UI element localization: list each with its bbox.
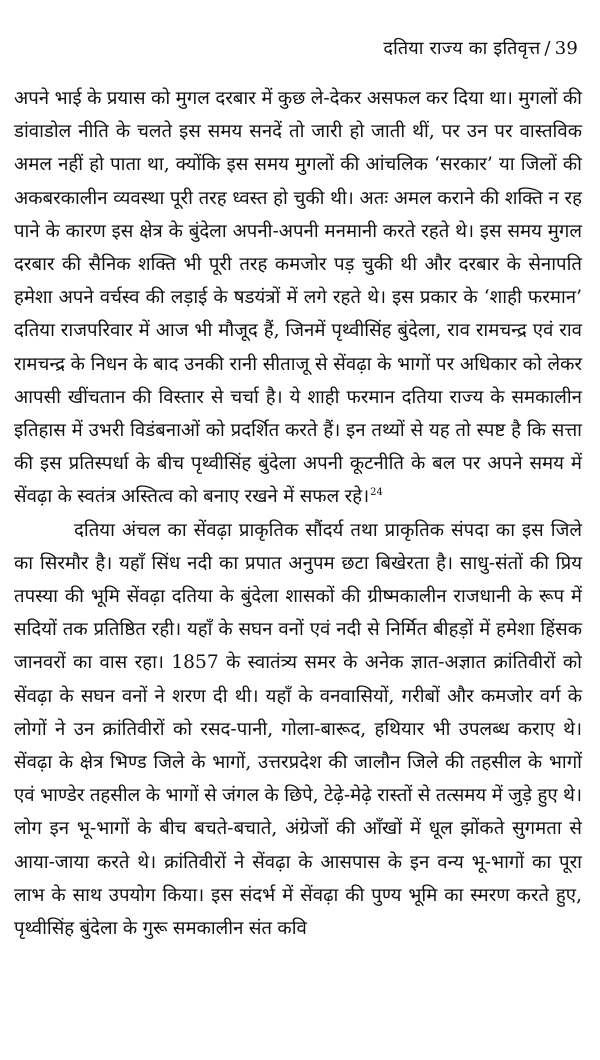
- running-head-title: दतिया राज्य का इतिवृत्त: [383, 38, 541, 59]
- paragraph-1-text: अपने भाई के प्रयास को मुगल दरबार में कुछ ले-देकर असफल कर दिया था। मुगलों की डांवाडोल नीति के चलते इस समय सनदें तो जारी हो जाती थीं, पर उन पर वास्तविक अमल नहीं हो पाता था, क्योंकि इस समय मुगलों की आंचलिक ‘सरकार’ या जिलों की अकबरकालीन व्यवस्था पूरी तरह ध्वस्त हो चुकी थी। अतः अमल कराने की शक्ति न रह पाने के कारण इस क्षेत्र के बुंदेला अपनी-अपनी मनमानी करते रहते थे। इस समय मुगल दरबार की सैनिक शक्ति भी पूरी तरह कमजोर पड़ चुकी थी और दरबार के सेनापति हमेशा अपने वर्चस्व की लड़ाई के षडयंत्रों में लगे रहते थे। इस प्रकार के ‘शाही फरमान’ दतिया राजपरिवार में आज भी मौजूद हैं, जिनमें पृथ्वीसिंह बुंदेला, राव रामचन्द्र एवं राव रामचन्द्र के निधन के बाद उनकी रानी सीताजू से सेंवढ़ा के भागों पर अधिकार को लेकर आपसी खींचतान की विस्तार से चर्चा है। ये शाही फरमान दतिया राज्य के समकालीन इतिहास में उभरी विडंबनाओं को प्रदर्शित करते हैं। इन तथ्यों से यह तो स्पष्ट है कि सत्ता की इस प्रतिस्पर्धा के बीच पृथ्वीसिंह बुंदेला अपनी कूटनीति के बल पर अपने समय में सेंवढ़ा के स्वतंत्र अस्तित्व को बनाए रखने में सफल रहे।: [14, 88, 582, 508]
- body-text: [14, 82, 582, 945]
- footnote-marker: 24: [370, 487, 383, 499]
- running-head-separator: /: [544, 38, 551, 59]
- paragraph-2: [14, 514, 582, 946]
- paragraph-2-text: दतिया अंचल का सेंवढ़ा प्राकृतिक सौंदर्य तथा प्राकृतिक संपदा का इस जिले का सिरमौर है। यहाँ सिंध नदी का प्रपात अनुपम छटा बिखेरता है। साधु-संतों की प्रिय तपस्या की भूमि सेंवढ़ा दतिया के बुंदेला शासकों की ग्रीष्मकालीन राजधानी के रूप में सदियों तक प्रतिष्ठित रही। यहाँ के सघन वनों एवं नदी से निर्मित बीहड़ों में हमेशा हिंसक जानवरों का वास रहा। 1857 के स्वातंत्र्य समर के अनेक ज्ञात-अज्ञात क्रांतिवीरों को सेंवढ़ा के सघन वनों ने शरण दी थी। यहाँ के वनवासियों, गरीबों और कमजोर वर्ग के लोगों ने उन क्रांतिवीरों को रसद-पानी, गोला-बारूद, हथियार भी उपलब्ध कराए थे। सेंवढ़ा के क्षेत्र भिण्ड जिले के भागों, उत्तरप्रदेश की जालौन जिले की तहसील के भागों एवं भाण्डेर तहसील के भागों से जंगल के छिपे, टेढ़े-मेढ़े रास्तों से तत्समय में जुड़े हुए थे। लोग इन भू-भागों के बीच बचते-बचाते, अंग्रेजों की आँखों में धूल झोंकते सुगमता से आया-जाया करते थे। क्रांतिवीरों ने सेंवढ़ा के आसपास के इन वन्य भू-भागों का पूरा लाभ के साथ उपयोग किया। इस संदर्भ में सेंवढ़ा की पुण्य भूमि का स्मरण करते हुए, पृथ्वीसिंह बुंदेला के गुरू समकालीन संत कवि: [14, 519, 582, 940]
- page-number: 39: [554, 38, 578, 59]
- running-head: [383, 36, 578, 60]
- paragraph-1: [14, 82, 582, 514]
